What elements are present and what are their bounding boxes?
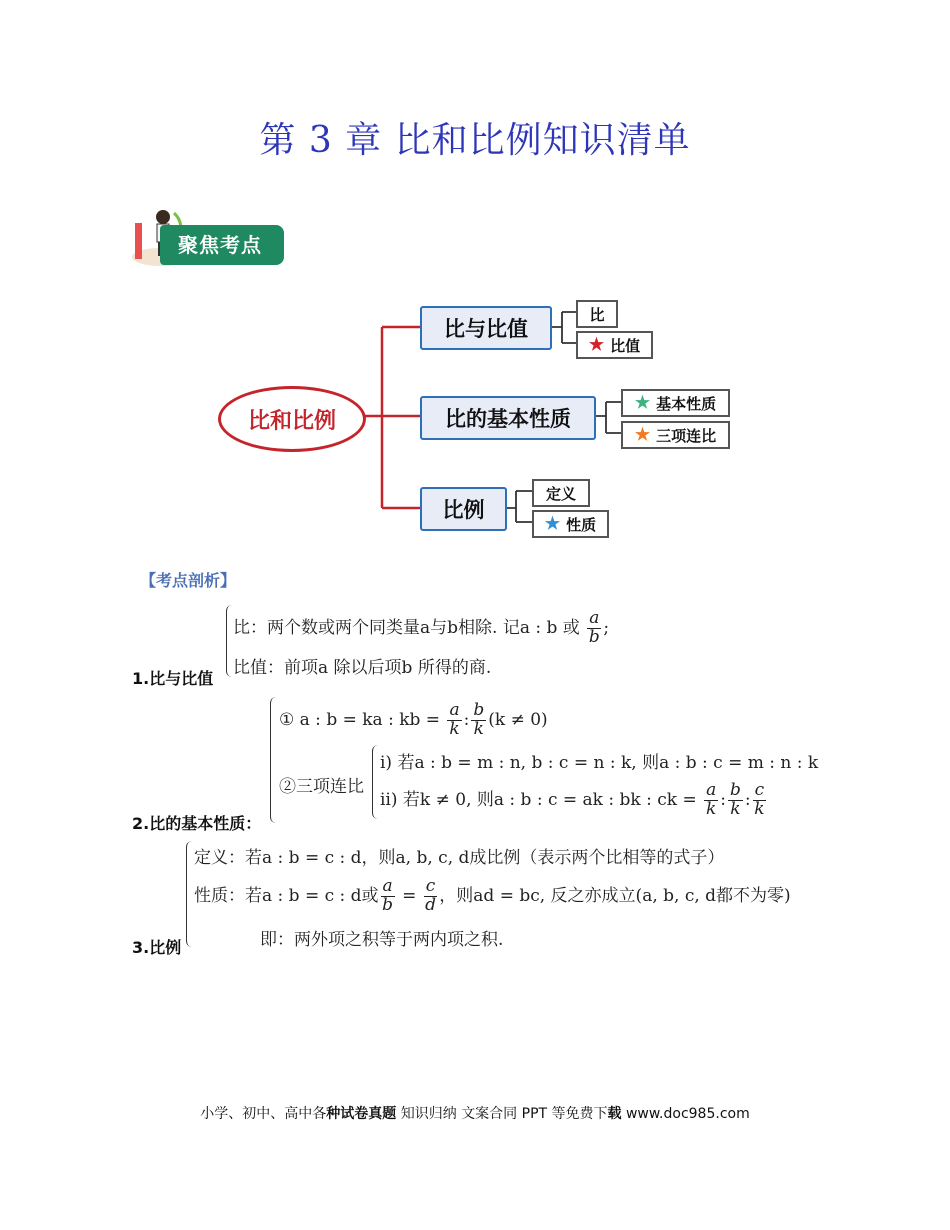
footer-bold: 种试卷真题: [326, 1106, 397, 1122]
footer-bold: 载: [607, 1106, 622, 1122]
s3-meaning: 即：两外项之积等于两内项之积.: [260, 930, 504, 950]
mindmap-connectors: [0, 0, 950, 560]
brace: [372, 745, 380, 819]
leaf-label: 比: [589, 305, 605, 324]
s2-three-term-head: ②三项连比: [279, 777, 364, 797]
s2-label: 2.比的基本性质：: [132, 814, 262, 833]
frac-den: k: [706, 798, 717, 819]
analysis-heading: 【考点剖析】: [140, 571, 237, 590]
s2-case-ii-text: ⅱ) 若k ≠ 0, 则a : b : c = ak : bk : ck =: [380, 789, 697, 810]
s2-case-i: ⅰ) 若a : b = m : n, b : c = n : k, 则a : b : c = m : n : k: [380, 753, 819, 773]
s3-definition: 定义：若a : b = c : d，则a, b, c, d成比例（表示两个比相等的式子）: [194, 848, 725, 868]
branch-basic-property: 比的基本性质: [420, 396, 596, 440]
page-title: 第 3 章 比和比例知识清单: [259, 120, 691, 161]
s1-label: 1.比与比值: [132, 669, 214, 688]
s2-l1-text: ① a : b = ka : kb =: [279, 709, 441, 730]
s2-line1: ① a : b = ka : kb = $\frac{a}{k}$ : $\frac{b}{k}$ (k ≠ 0): [279, 700, 548, 739]
frac-num: c: [754, 780, 765, 800]
fraction: [424, 878, 438, 915]
s3-label: 3.比例: [132, 938, 182, 957]
s3-property: 性质：若a : b = c : d或 $\frac{a}{b}$ = $\frac{c}{d}$ ，则ad = bc, 反之亦成立(a, b, c, d都不为零): [194, 876, 791, 915]
fraction: [728, 782, 743, 819]
frac-num: a: [589, 608, 600, 628]
s3-prop-text: 性质：若a : b = c : d或: [194, 885, 379, 906]
frac-num: b: [730, 780, 741, 800]
fraction: [587, 610, 601, 647]
star-icon: ★: [588, 334, 605, 355]
s2-case-ii: ⅱ) 若k ≠ 0, 则a : b : c = ak : bk : ck = $\frac{a}{k}$ : $\frac{b}{k}$ : $\frac{c}{k}$: [380, 780, 765, 819]
frac-den: k: [754, 798, 765, 819]
footer-text: 知识归纳 文案合同 PPT 等免费下: [396, 1106, 608, 1122]
frac-num: a: [382, 876, 393, 896]
brace: [270, 697, 279, 823]
frac-den: k: [449, 718, 460, 739]
leaf-label: 定义: [545, 484, 576, 503]
fraction: [447, 702, 461, 739]
s1-def-end: ;: [603, 617, 610, 638]
leaf-label: 比值: [610, 336, 641, 355]
s2-l1-cond: (k ≠ 0): [488, 709, 548, 730]
banner-text: 聚焦考点: [178, 233, 262, 257]
branch-proportion: 比例: [420, 487, 507, 531]
frac-den: b: [382, 894, 394, 915]
footer-site-link[interactable]: www.doc985.com: [621, 1106, 750, 1122]
fraction: [704, 782, 718, 819]
leaf-label: 三项连比: [656, 426, 717, 445]
frac-den: b: [588, 626, 600, 647]
s1-value: 比值：前项a 除以后项b 所得的商.: [233, 658, 492, 678]
fraction: [471, 702, 486, 739]
fraction: [381, 878, 395, 915]
leaf-basic-property: [621, 389, 730, 417]
star-icon: ★: [544, 513, 561, 534]
frac-num: a: [706, 780, 717, 800]
frac-num: a: [449, 700, 460, 720]
star-icon: ★: [634, 424, 651, 445]
branch-ratio-and-value: 比与比值: [420, 306, 552, 350]
leaf-three-term-ratio: [621, 421, 730, 449]
star-icon: ★: [634, 392, 651, 413]
leaf-label: 基本性质: [656, 394, 717, 413]
footer: [0, 1103, 950, 1123]
s1-definition: [233, 610, 609, 647]
frac-den: d: [425, 894, 436, 915]
mindmap-root: 比和比例: [218, 386, 366, 452]
footer-text: 小学、初中、高中各: [200, 1106, 327, 1122]
frac-num: c: [425, 876, 436, 896]
leaf-ratio-value: [576, 331, 653, 359]
leaf-label: 性质: [566, 515, 597, 534]
leaf-ratio: [576, 300, 618, 328]
s3-prop-end: ，则ad = bc, 反之亦成立(a, b, c, d都不为零): [439, 885, 791, 906]
frac-den: k: [730, 798, 741, 819]
frac-den: k: [473, 718, 484, 739]
s1-def-text: 比：两个数或两个同类量a与b相除. 记a : b 或: [233, 617, 580, 638]
leaf-property: [532, 510, 609, 538]
leaf-definition: [532, 479, 590, 507]
frac-num: b: [473, 700, 485, 720]
fraction: [753, 782, 767, 819]
